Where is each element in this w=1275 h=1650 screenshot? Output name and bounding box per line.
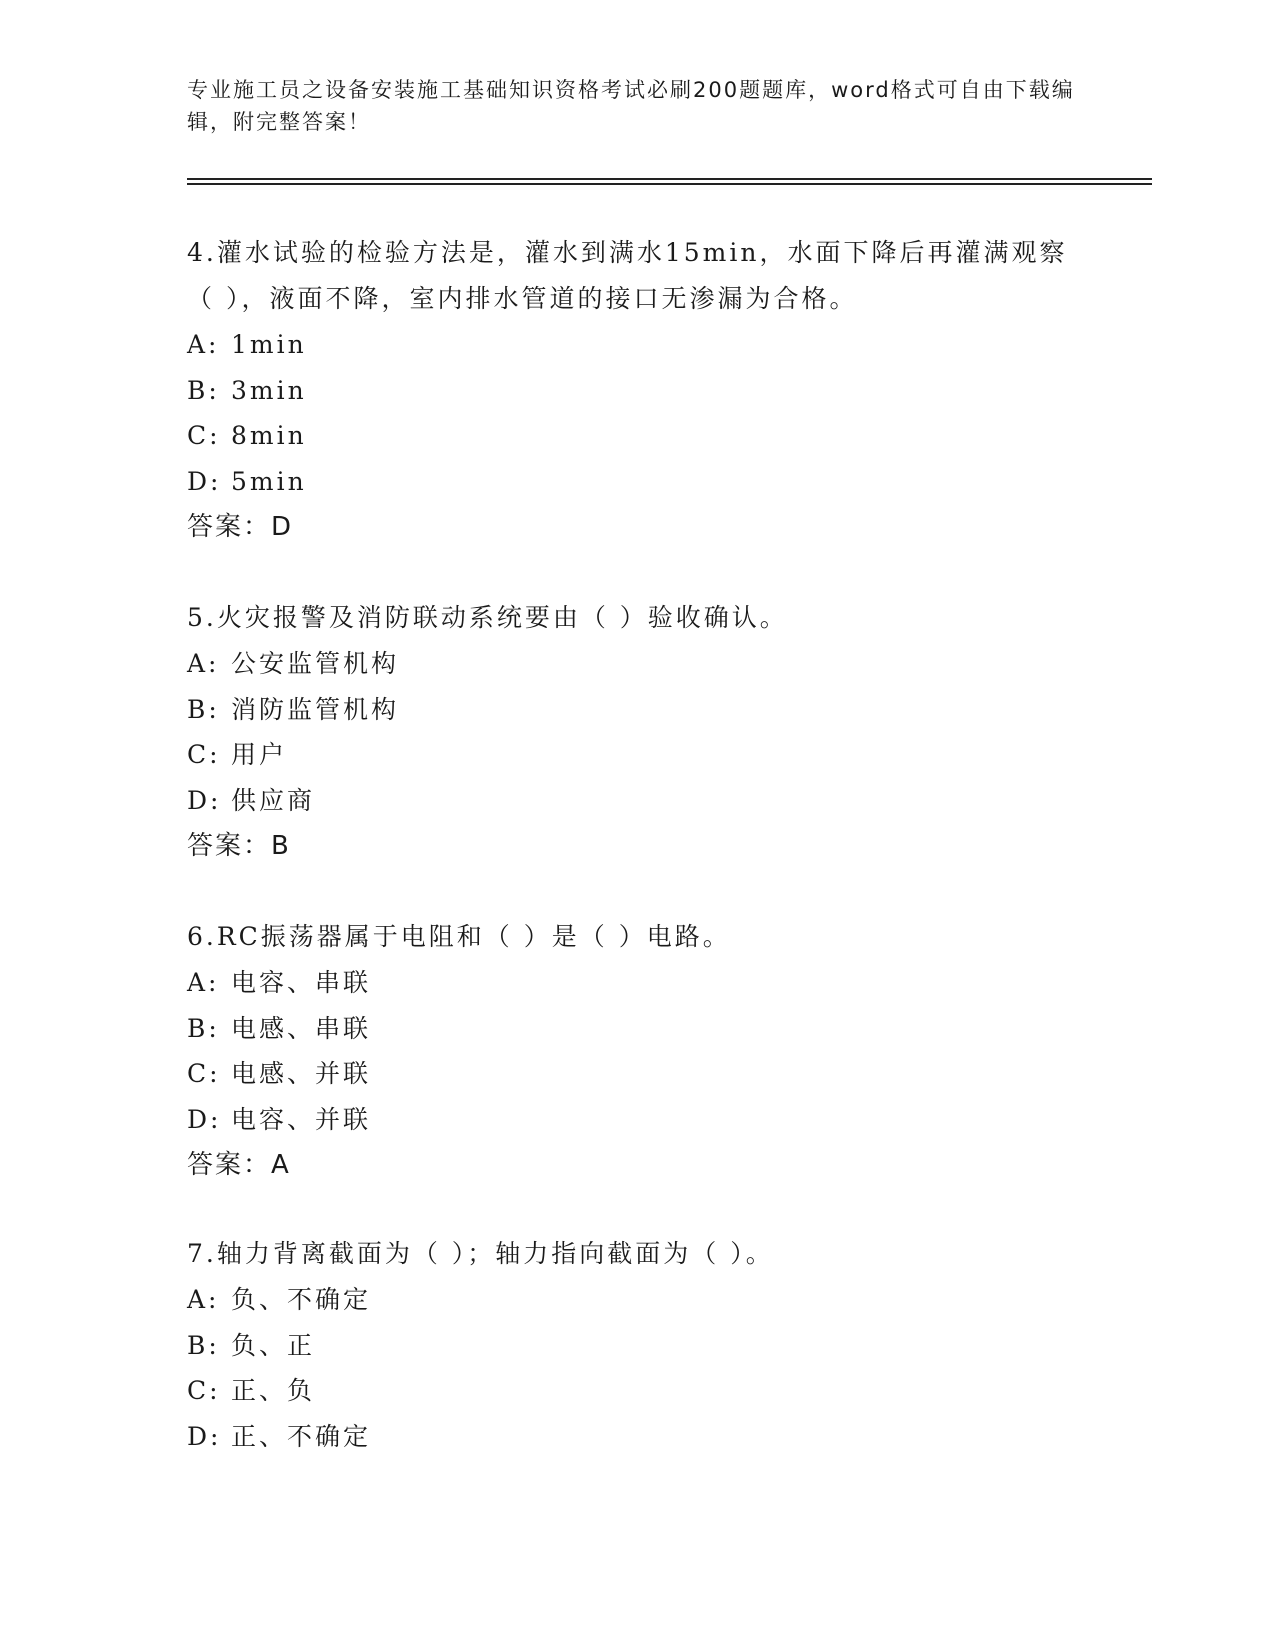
option-text: 正、不确定 (231, 1421, 372, 1451)
option-key: B: (187, 375, 220, 405)
option-key: D: (187, 1104, 222, 1134)
header-divider-bottom (187, 183, 1152, 185)
option-key: D: (187, 466, 222, 496)
option-key: A: (187, 649, 220, 678)
option-c (187, 413, 1087, 459)
question-stem: 6.RC振荡器属于电阻和（ ）是（ ）电路。 (187, 922, 731, 951)
option-key: A: (187, 330, 220, 359)
option-text: 负、正 (231, 1330, 316, 1360)
answer: 答案：A (187, 1150, 291, 1180)
question-7 (187, 1231, 1087, 1459)
option-text: 8min (231, 421, 307, 450)
question-stem: 5.火灾报警及消防联动系统要由（ ）验收确认。 (187, 603, 788, 632)
option-d (187, 778, 1087, 824)
option-key: C: (187, 1059, 221, 1088)
option-text: 供应商 (231, 785, 316, 815)
header-title: 专业施工员之设备安装施工基础知识资格考试必刷200题题库，word格式可自由下载编辑，附完整答案！ (187, 78, 1075, 134)
question-4 (187, 230, 1087, 550)
option-c (187, 732, 1087, 778)
option-key: B: (187, 694, 220, 724)
option-text: 3min (231, 375, 307, 405)
question-6 (187, 914, 1087, 1188)
option-a (187, 960, 1087, 1006)
option-text: 正、负 (231, 1376, 316, 1405)
option-key: D: (187, 785, 222, 815)
option-b (187, 687, 1087, 733)
option-text: 负、不确定 (231, 1285, 372, 1314)
question-stem: 4.灌水试验的检验方法是，灌水到满水15min，水面下降后再灌满观察（ ），液面不降，室内排水管道的接口无渗漏为合格。 (187, 238, 1068, 313)
answer: 答案：B (187, 831, 291, 861)
document-header (187, 74, 1087, 138)
option-d (187, 1414, 1087, 1460)
option-key: A: (187, 1285, 220, 1314)
option-b (187, 1006, 1087, 1052)
option-key: D: (187, 1421, 222, 1451)
option-text: 电容、并联 (231, 1104, 372, 1134)
option-key: C: (187, 740, 221, 769)
option-a (187, 322, 1087, 368)
option-key: C: (187, 1376, 221, 1405)
option-text: 电感、并联 (231, 1059, 372, 1088)
question-5 (187, 595, 1087, 869)
question-stem: 7.轴力背离截面为（ ）；轴力指向截面为（ ）。 (187, 1239, 774, 1268)
option-d (187, 1097, 1087, 1143)
option-text: 用户 (231, 740, 288, 769)
option-a (187, 1277, 1087, 1323)
option-key: C: (187, 421, 221, 450)
option-c (187, 1368, 1087, 1414)
option-c (187, 1051, 1087, 1097)
option-a (187, 641, 1087, 687)
option-text: 1min (231, 330, 307, 359)
option-key: B: (187, 1013, 220, 1043)
option-key: B: (187, 1330, 220, 1360)
answer: 答案：D (187, 512, 294, 542)
option-text: 公安监管机构 (231, 649, 400, 678)
option-b (187, 1323, 1087, 1369)
option-key: A: (187, 968, 220, 997)
option-text: 电容、串联 (231, 968, 372, 997)
option-text: 消防监管机构 (231, 694, 400, 724)
header-divider-top (187, 178, 1152, 180)
option-b (187, 368, 1087, 414)
option-text: 5min (231, 466, 307, 496)
option-text: 电感、串联 (231, 1013, 372, 1043)
option-d (187, 459, 1087, 505)
